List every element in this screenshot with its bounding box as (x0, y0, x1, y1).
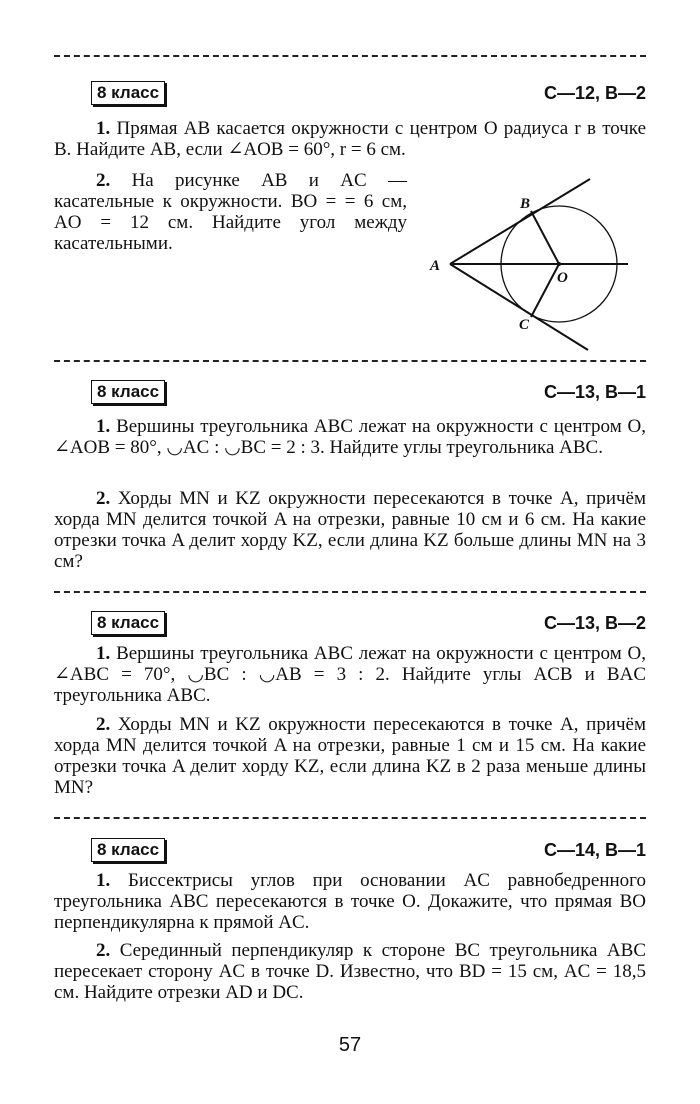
problem-number: 2. (96, 714, 111, 735)
page-number: 57 (338, 1034, 362, 1056)
label-b: B (520, 196, 531, 212)
problem-number: 1. (96, 870, 111, 891)
problem-text: Хорды MN и KZ окружности пересекаются в точке A, причём хорда MN делится точкой A на отрезки, равные 1 см и 15 см. На какие отрезки точка A делит хорду KZ, если длина KZ в 2 раза меньше длины MN? (54, 714, 647, 798)
problem-1 (54, 643, 646, 706)
label-c: C (519, 317, 530, 333)
section-divider (54, 591, 646, 593)
center-point (557, 262, 561, 266)
problem-2 (54, 714, 646, 798)
problem-text: На рисунке AB и AC — касательные к окружности. BO = = 6 см, AO = 12 см. Найдите угол между касательными. (54, 170, 407, 254)
problem-2 (54, 488, 646, 572)
variant-label: С—13, В—1 (543, 382, 646, 402)
section-divider (54, 360, 646, 362)
problem-2 (54, 940, 646, 1003)
problem-1 (54, 118, 646, 160)
label-o: O (557, 270, 568, 286)
tangent-figure (420, 172, 650, 352)
grade-label: 8 класс (91, 380, 165, 404)
problem-number: 1. (96, 643, 111, 664)
problem-text: Серединный перпендикуляр к стороне BC треугольника ABC пересекает сторону AC в точке D. Известно, что BD = 15 см, AC = 18,5 см. Найдите отрезки AD и DC. (54, 940, 647, 1003)
problem-number: 1. (96, 416, 111, 437)
problem-2 (54, 170, 407, 254)
label-a: A (430, 258, 441, 274)
section-divider (54, 817, 646, 819)
problem-text: Хорды MN и KZ окружности пересекаются в точке A, причём хорда MN делится точкой A на отрезки, равные 10 см и 6 см. На какие отрезки точка A делит хорду KZ, если длина KZ больше длины MN на 3 см? (54, 488, 647, 572)
problem-text: Прямая AB касается окружности с центром O радиуса r в точке B. Найдите AB, если ∠AOB = 60°, r = 6 см. (54, 118, 647, 160)
problem-number: 1. (96, 118, 111, 139)
problem-number: 2. (96, 940, 111, 961)
grade-label: 8 класс (91, 611, 165, 635)
problem-1 (54, 870, 646, 933)
problem-number: 2. (96, 170, 111, 191)
grade-label: 8 класс (91, 838, 165, 862)
grade-label: 8 класс (91, 81, 165, 105)
variant-label: С—12, В—2 (543, 83, 646, 103)
tangent-ab-line (450, 179, 590, 264)
radius-ob (531, 211, 559, 264)
variant-label: С—13, В—2 (543, 613, 646, 633)
problem-text: Вершины треугольника ABC лежат на окружности с центром O, ∠AOB = 80°, ◡AC : ◡BC = 2 : 3. Найдите углы треугольника ABC. (54, 416, 646, 458)
problem-text: Биссектрисы углов при основании AC равнобедренного треугольника ABC пересекаются в точке O. Докажите, что прямая BO перпендикулярна к прямой AC. (54, 870, 646, 933)
problem-number: 2. (96, 488, 111, 509)
variant-label: С—14, В—1 (543, 840, 646, 860)
problem-text: Вершины треугольника ABC лежат на окружности с центром O, ∠ABC = 70°, ◡BC : ◡AB = 3 : 2. Найдите углы ACB и BAC треугольника ABC. (54, 643, 646, 706)
problem-1 (54, 416, 646, 458)
section-divider (54, 55, 646, 57)
radius-oc (531, 264, 559, 317)
